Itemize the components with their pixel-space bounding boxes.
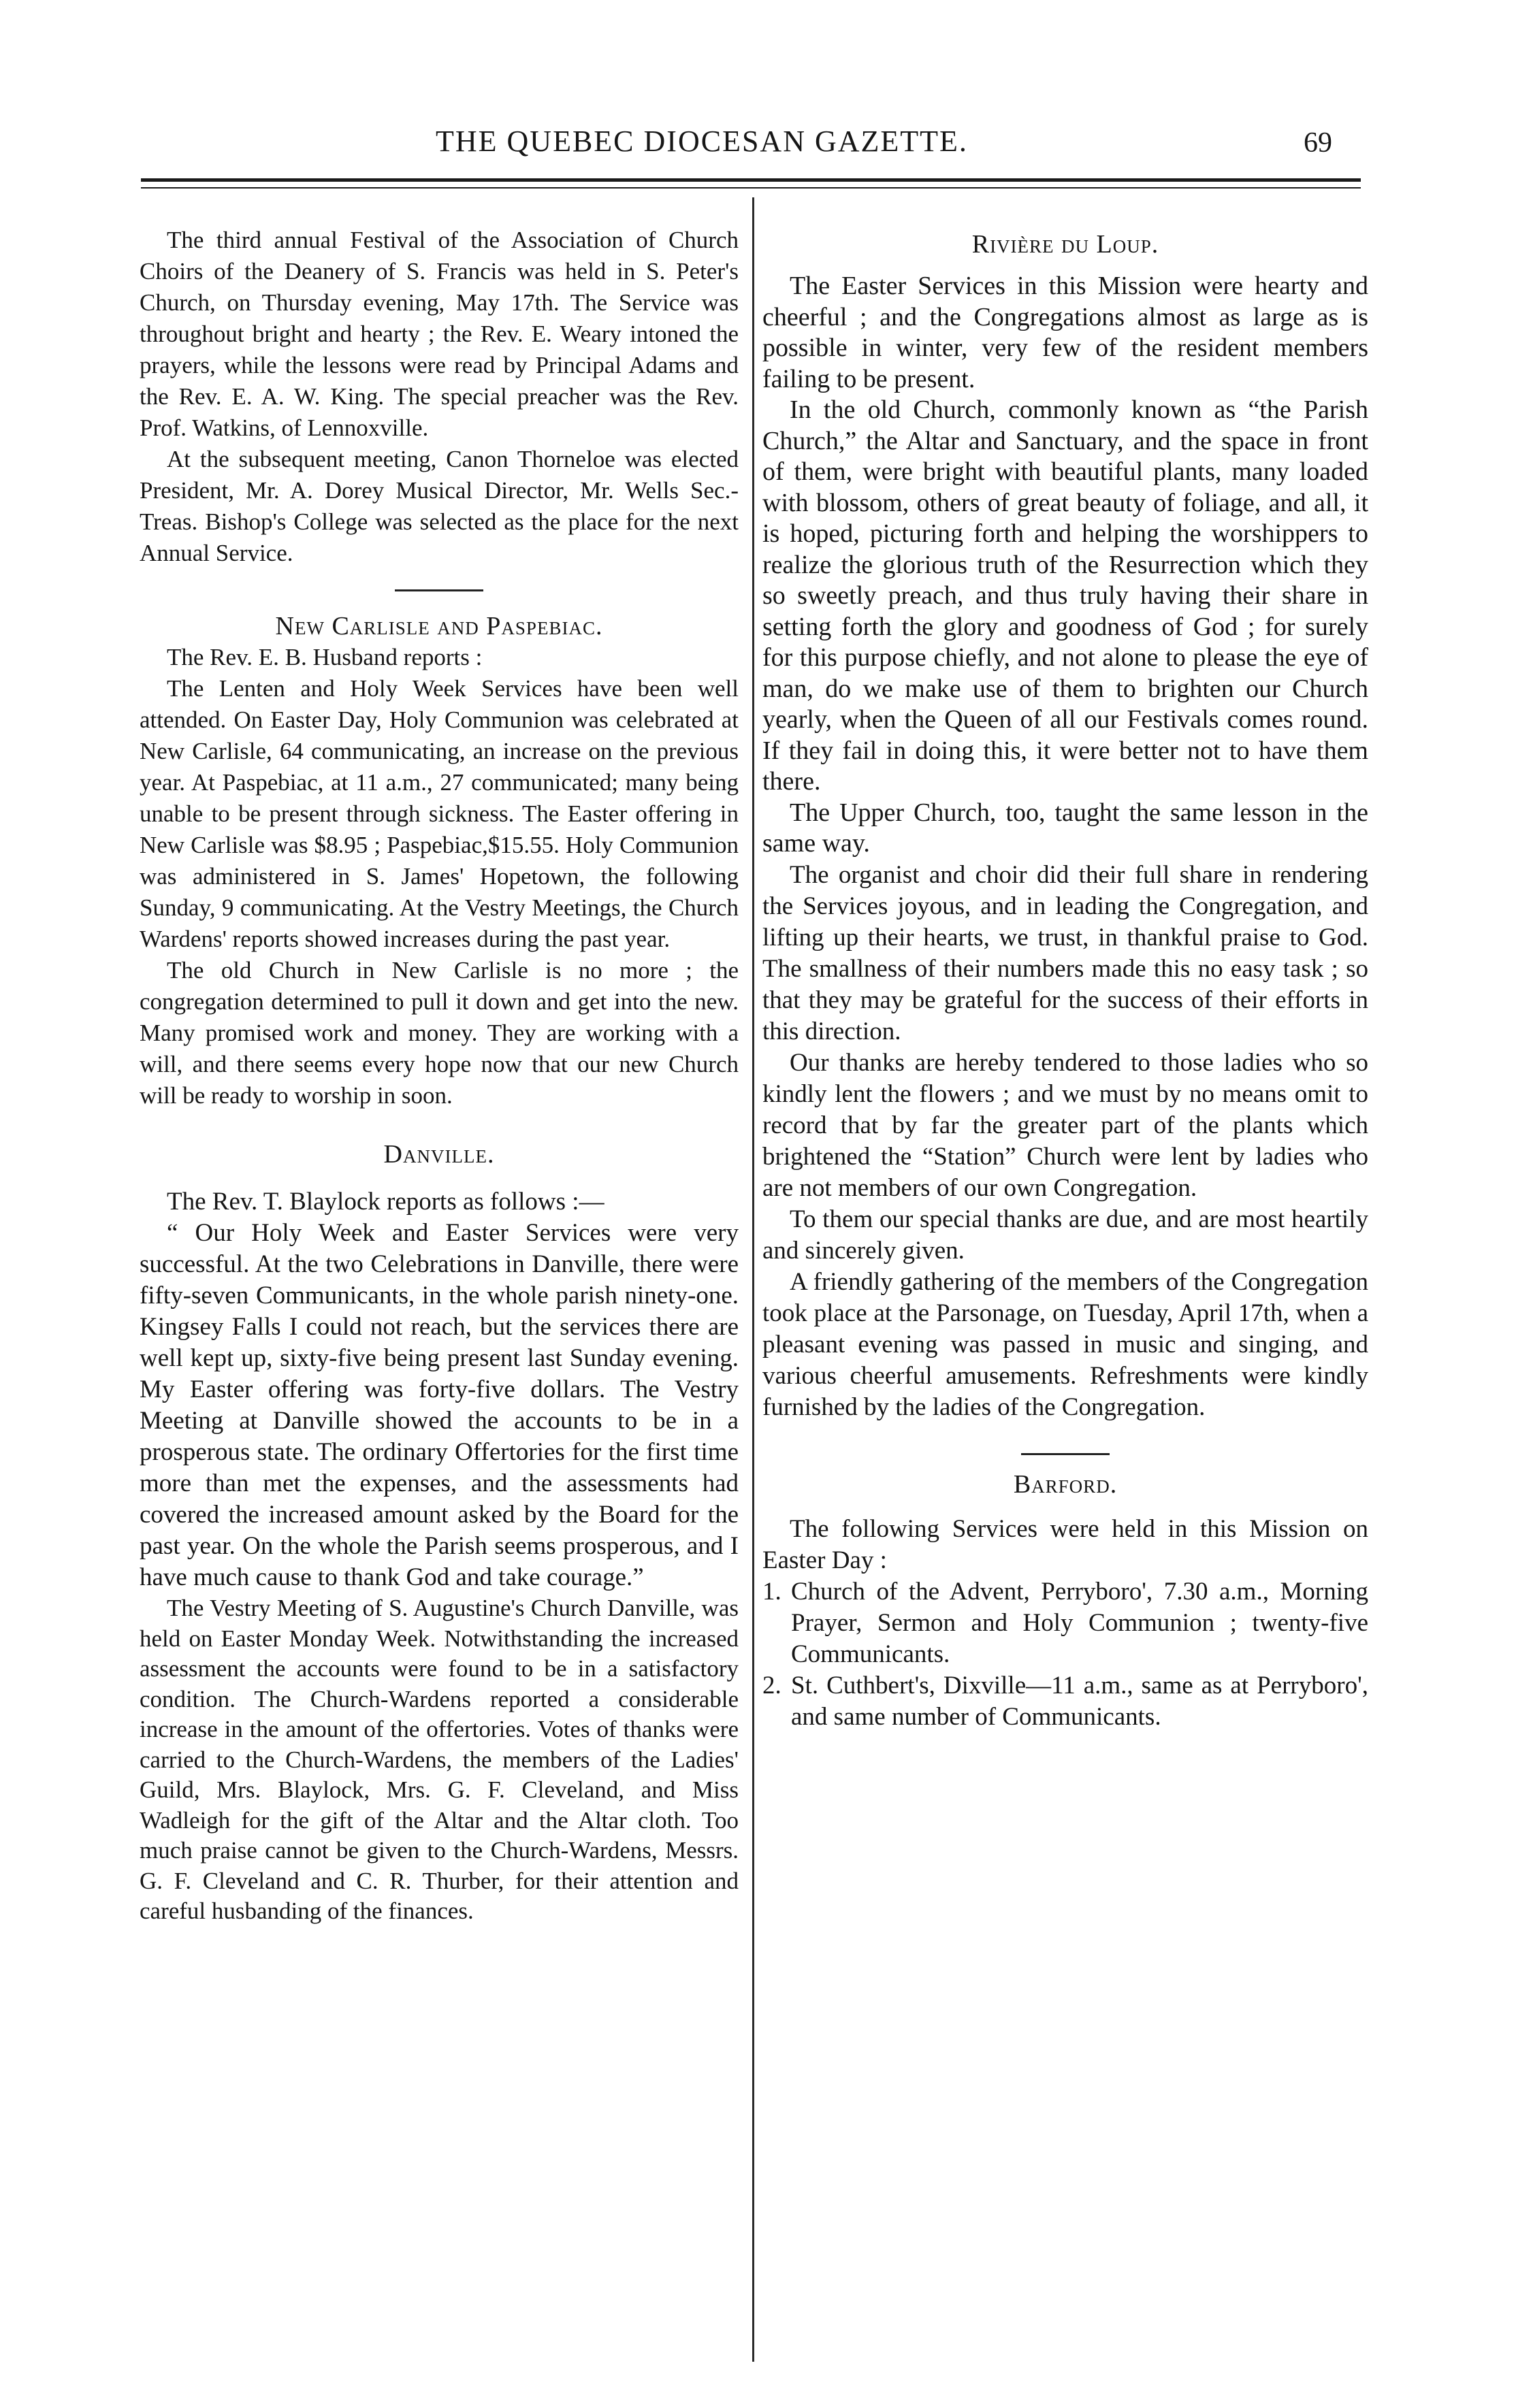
gazette-title: THE QUEBEC DIOCESAN GAZETTE. [436,125,968,158]
list-item-number: 2. [762,1671,781,1699]
heading-barford: Barford. [1013,1469,1118,1499]
header-rule-thick [141,178,1361,182]
choir-festival-paragraph: The third annual Festival of the Association of Church Choirs of the Deanery of S. Francis was held in S. Peter's Church, on Thursday evening, May 17th. The Service was throughout bright and hearty ; the Rev. E. Weary intoned the prayers, while the lessons were read by Principal Adams and the Rev. E. A. W. King. The special preacher was the Rev. Prof. Watkins, of Lennoxville. [140,227,739,441]
meeting-paragraph: At the subsequent meeting, Canon Thorneloe was elected President, Mr. A. Dorey Musical Director, Mr. Wells Sec.-Treas. Bishop's College was selected as the place for the next Annual Service. [140,446,739,566]
heading-danville: Danville. [383,1140,495,1169]
thanks-ladies-paragraph: Our thanks are hereby tendered to those ladies who so kindly lent the flowers ; and we must by no means omit to record that by far the greater part of the plants which brightened the “Station” Church were lent by ladies who are not members of our own Congregation. [762,1048,1368,1202]
upper-church-paragraph: The Upper Church, too, taught the same lesson in the same way. [762,798,1368,858]
page-header [0,124,1516,172]
list-item [762,1670,1368,1733]
barford-services-list [762,1576,1368,1733]
organist-choir-paragraph: The organist and choir did their full share in rendering the Services joyous, and in leading the Congregation, and lifting up their hearts, we trust, in thankful praise to God. The smallness of their numbers made this no easy task ; so that they may be grateful for the success of their efforts in this direction. [762,860,1368,1045]
husband-report-intro: The Rev. E. B. Husband reports : [167,644,483,670]
heading-new-carlisle: New Carlisle and Paspebiac. [275,612,603,640]
list-item-text: Church of the Advent, Perryboro', 7.30 a.m., Morning Prayer, Sermon and Holy Communion ; twenty-five Communicants. [791,1577,1368,1668]
friendly-gathering-paragraph: A friendly gathering of the members of the Congregation took place at the Parsonage, on Tuesday, April 17th, when a pleasant evening was passed in music and singing, and various cheerful amusements. Refreshments were kindly furnished by the ladies of the Congregation. [762,1267,1368,1421]
blaylock-report-quote: “ Our Holy Week and Easter Services were very successful. At the two Celebrations in Danville, there were fifty-seven Communicants, in the whole parish ninety-one. Kingsey Falls I could not reach, but the services there are well kept up, sixty-five being present last Sunday evening. My Easter offering was forty-five dollars. The Vestry Meeting at Danville showed the accounts to be in a prosperous state. The ordinary Offertories for the first time more than met the expenses, and the assessments had covered the increased amount asked by the Board for the past year. On the whole the Parish seems prosperous, and I have much cause to thank God and take courage.” [140,1219,739,1591]
list-item [762,1576,1368,1670]
header-rule-thin [141,187,1361,189]
heading-riviere-du-loup: Rivière du Loup. [971,230,1159,259]
list-item-number: 1. [762,1577,781,1606]
easter-services-paragraph: The Easter Services in this Mission were hearty and cheerful ; and the Congregations almost as large as is possible in winter, very few of the resident members failing to be present. [762,272,1368,393]
barford-intro: The following Services were held in this Mission on Easter Day : [762,1514,1368,1574]
old-church-decoration-paragraph: In the old Church, commonly known as “the Parish Church,” the Altar and Sanctuary, and the space in front of them, were bright with beautiful plants, many loaded with blossom, others of great beauty of foliage, and all, it is hoped, picturing forth and helping the worshippers to realize the glorious truth of the Resurrection which they so sweetly preach, and thus truly having their share in setting forth the glory and goodness of God ; for surely for this purpose chiefly, and not alone to please the eye of man, do we make use of them to brighten our Church yearly, when the Queen of all our Festivals comes round. If they fail in doing this, it were better not to have them there. [762,395,1368,796]
section-separator [395,589,483,591]
old-church-paragraph: The old Church in New Carlisle is no more ; the congregation determined to pull it down and get into the new. Many promised work and money. They are working with a will, and there seems every hope now that our new Church will be ready to worship in soon. [140,957,739,1109]
list-item-text: St. Cuthbert's, Dixville—11 a.m., same as at Perryboro', and same number of Communicants. [791,1671,1368,1731]
blaylock-report-intro: The Rev. T. Blaylock reports as follows :— [167,1188,604,1216]
vestry-meeting-paragraph: The Vestry Meeting of S. Augustine's Church Danville, was held on Easter Monday Week. Notwithstanding the increased assessment the accounts were found to be in a satisfactory condition. The Church-Wardens reported a considerable increase in the amount of the offertories. Votes of thanks were carried to the Church-Wardens, the members of the Ladies' Guild, Mrs. Blaylock, Mrs. G. F. Cleveland, and Miss Wadleigh for the gift of the Altar and the Altar cloth. Too much praise cannot be given to the Church-Wardens, Messrs. G. F. Cleveland and C. R. Thurber, for their attention and careful husbanding of the finances. [140,1595,739,1924]
right-column [762,225,1368,1733]
left-column [140,225,739,1927]
column-divider [752,197,754,2362]
special-thanks-paragraph: To them our special thanks are due, and are most heartily and sincerely given. [762,1205,1368,1265]
section-separator [1021,1453,1110,1455]
lenten-services-paragraph: The Lenten and Holy Week Services have been well attended. On Easter Day, Holy Communion was celebrated at New Carlisle, 64 communicating, an increase on the previous year. At Paspebiac, at 11 a.m., 27 communicated; many being unable to be present through sickness. The Easter offering in New Carlisle was $8.95 ; Paspebiac,$15.55. Holy Communion was administered in S. James' Hopetown, the following Sunday, 9 communicating. At the Vestry Meetings, the Church Wardens' reports showed increases during the past year. [140,675,739,952]
page-number: 69 [1304,127,1332,159]
